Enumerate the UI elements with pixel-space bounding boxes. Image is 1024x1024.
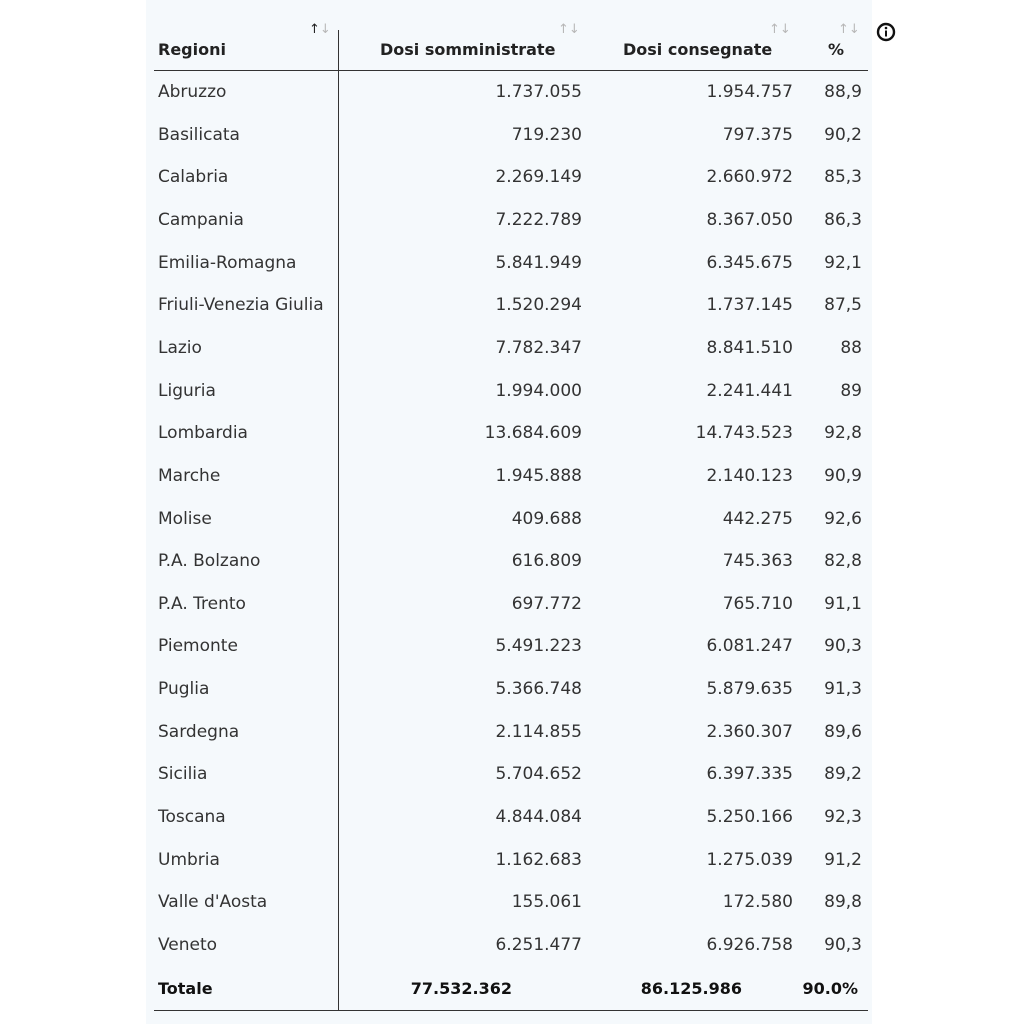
doses-delivered: 2.360.307	[706, 721, 793, 742]
doses-administered: 719.230	[511, 124, 582, 145]
region-name: Lombardia	[158, 423, 248, 444]
doses-delivered: 1.275.039	[706, 849, 793, 870]
sort-arrows-icon[interactable]: ↑↓	[769, 22, 791, 37]
doses-delivered: 6.345.675	[706, 252, 793, 273]
doses-administered: 1.737.055	[495, 82, 582, 102]
doses-delivered: 442.275	[722, 508, 793, 529]
column-header-dosi-somministrate[interactable]: Dosi somministrate	[380, 40, 556, 59]
percent-administered: 92,1	[824, 252, 862, 273]
table-row	[0, 625, 1024, 667]
region-name: Puglia	[158, 679, 210, 700]
region-name: Basilicata	[158, 124, 240, 145]
doses-delivered: 5.250.166	[706, 807, 793, 828]
percent-administered: 91,2	[824, 849, 862, 870]
table-row	[0, 839, 1024, 881]
percent-administered: 92,3	[824, 807, 862, 828]
doses-delivered: 2.140.123	[706, 465, 793, 486]
region-name: Marche	[158, 465, 221, 486]
footer-divider	[154, 1010, 868, 1011]
table-row	[0, 711, 1024, 753]
table-row	[0, 370, 1024, 412]
percent-administered: 89	[840, 380, 862, 401]
column-header-dosi-consegnate[interactable]: Dosi consegnate	[623, 40, 773, 59]
percent-administered: 89,2	[824, 764, 862, 785]
region-name: Liguria	[158, 380, 216, 401]
column-header-regioni[interactable]: Regioni	[158, 40, 226, 59]
percent-administered: 92,6	[824, 508, 862, 529]
total-label: Totale	[158, 979, 213, 998]
table-row	[0, 796, 1024, 838]
doses-delivered: 1.954.757	[706, 82, 793, 102]
doses-administered: 1.945.888	[495, 465, 582, 486]
table-row	[0, 242, 1024, 284]
region-name: Valle d'Aosta	[158, 892, 268, 913]
doses-administered: 2.269.149	[495, 167, 582, 188]
table-row	[0, 498, 1024, 540]
percent-administered: 82,8	[824, 551, 862, 572]
doses-delivered: 6.081.247	[706, 636, 793, 657]
doses-delivered: 172.580	[722, 892, 793, 913]
table-row	[0, 753, 1024, 795]
region-name: Piemonte	[158, 636, 238, 657]
doses-delivered: 797.375	[722, 124, 793, 145]
percent-administered: 90,9	[824, 465, 862, 486]
percent-administered: 92,8	[824, 423, 862, 444]
percent-administered: 91,3	[824, 679, 862, 700]
total-delivered: 86.125.986	[640, 979, 742, 998]
doses-delivered: 5.879.635	[706, 679, 793, 700]
doses-administered: 1.162.683	[495, 849, 582, 870]
doses-delivered: 6.926.758	[706, 935, 793, 955]
region-name: P.A. Bolzano	[158, 551, 261, 572]
doses-administered: 2.114.855	[495, 721, 582, 742]
region-name: Sardegna	[158, 721, 240, 742]
doses-delivered: 8.841.510	[706, 337, 793, 358]
table-row	[0, 924, 1024, 966]
table-row	[0, 284, 1024, 326]
doses-delivered: 2.241.441	[706, 380, 793, 401]
table-row	[0, 668, 1024, 710]
region-name: Abruzzo	[158, 82, 227, 102]
percent-administered: 88	[840, 337, 862, 358]
region-name: P.A. Trento	[158, 593, 246, 614]
region-name: Friuli-Venezia Giulia	[158, 295, 324, 316]
sort-arrows-icon[interactable]: ↑↓	[558, 22, 580, 37]
doses-administered: 155.061	[511, 892, 582, 913]
region-name: Umbria	[158, 849, 220, 870]
table-row	[0, 327, 1024, 369]
total-percent: 90.0%	[802, 979, 858, 998]
sort-arrows-icon[interactable]: ↑↓	[309, 22, 331, 37]
region-name: Lazio	[158, 337, 202, 358]
table-row	[0, 412, 1024, 454]
info-icon[interactable]	[876, 22, 896, 42]
percent-administered: 91,1	[824, 593, 862, 614]
percent-administered: 90,2	[824, 124, 862, 145]
percent-administered: 85,3	[824, 167, 862, 188]
doses-administered: 5.366.748	[495, 679, 582, 700]
doses-administered: 7.782.347	[495, 337, 582, 358]
percent-administered: 89,8	[824, 892, 862, 913]
doses-delivered: 6.397.335	[706, 764, 793, 785]
table-row	[0, 156, 1024, 198]
region-name: Toscana	[158, 807, 226, 828]
column-header-percent[interactable]: %	[828, 40, 845, 59]
percent-administered: 90,3	[824, 935, 862, 955]
doses-administered: 5.841.949	[495, 252, 582, 273]
doses-administered: 4.844.084	[495, 807, 582, 828]
table-row	[0, 71, 1024, 113]
table-row	[0, 199, 1024, 241]
doses-delivered: 1.737.145	[706, 295, 793, 316]
doses-administered: 6.251.477	[495, 935, 582, 955]
table-row	[0, 881, 1024, 923]
percent-administered: 86,3	[824, 209, 862, 230]
doses-administered: 5.491.223	[495, 636, 582, 657]
doses-administered: 13.684.609	[484, 423, 582, 444]
region-name: Campania	[158, 209, 244, 230]
percent-administered: 88,9	[824, 82, 862, 102]
region-name: Calabria	[158, 167, 229, 188]
region-name: Veneto	[158, 935, 218, 955]
total-row	[0, 968, 1024, 1010]
doses-delivered: 765.710	[722, 593, 793, 614]
doses-administered: 7.222.789	[495, 209, 582, 230]
doses-administered: 697.772	[511, 593, 582, 614]
doses-delivered: 14.743.523	[695, 423, 793, 444]
total-administered: 77.532.362	[410, 979, 512, 998]
doses-delivered: 2.660.972	[706, 167, 793, 188]
table-row	[0, 540, 1024, 582]
doses-administered: 1.520.294	[495, 295, 582, 316]
percent-administered: 90,3	[824, 636, 862, 657]
sort-arrows-icon[interactable]: ↑↓	[838, 22, 860, 37]
doses-administered: 616.809	[511, 551, 582, 572]
table-row	[0, 455, 1024, 497]
table-row	[0, 583, 1024, 625]
region-name: Sicilia	[158, 764, 208, 785]
percent-administered: 89,6	[824, 721, 862, 742]
doses-delivered: 745.363	[722, 551, 793, 572]
doses-administered: 409.688	[511, 508, 582, 529]
region-name: Emilia-Romagna	[158, 252, 297, 273]
region-name: Molise	[158, 508, 212, 529]
doses-delivered: 8.367.050	[706, 209, 793, 230]
percent-administered: 87,5	[824, 295, 862, 316]
table-row	[0, 114, 1024, 156]
doses-administered: 5.704.652	[495, 764, 582, 785]
doses-administered: 1.994.000	[495, 380, 582, 401]
